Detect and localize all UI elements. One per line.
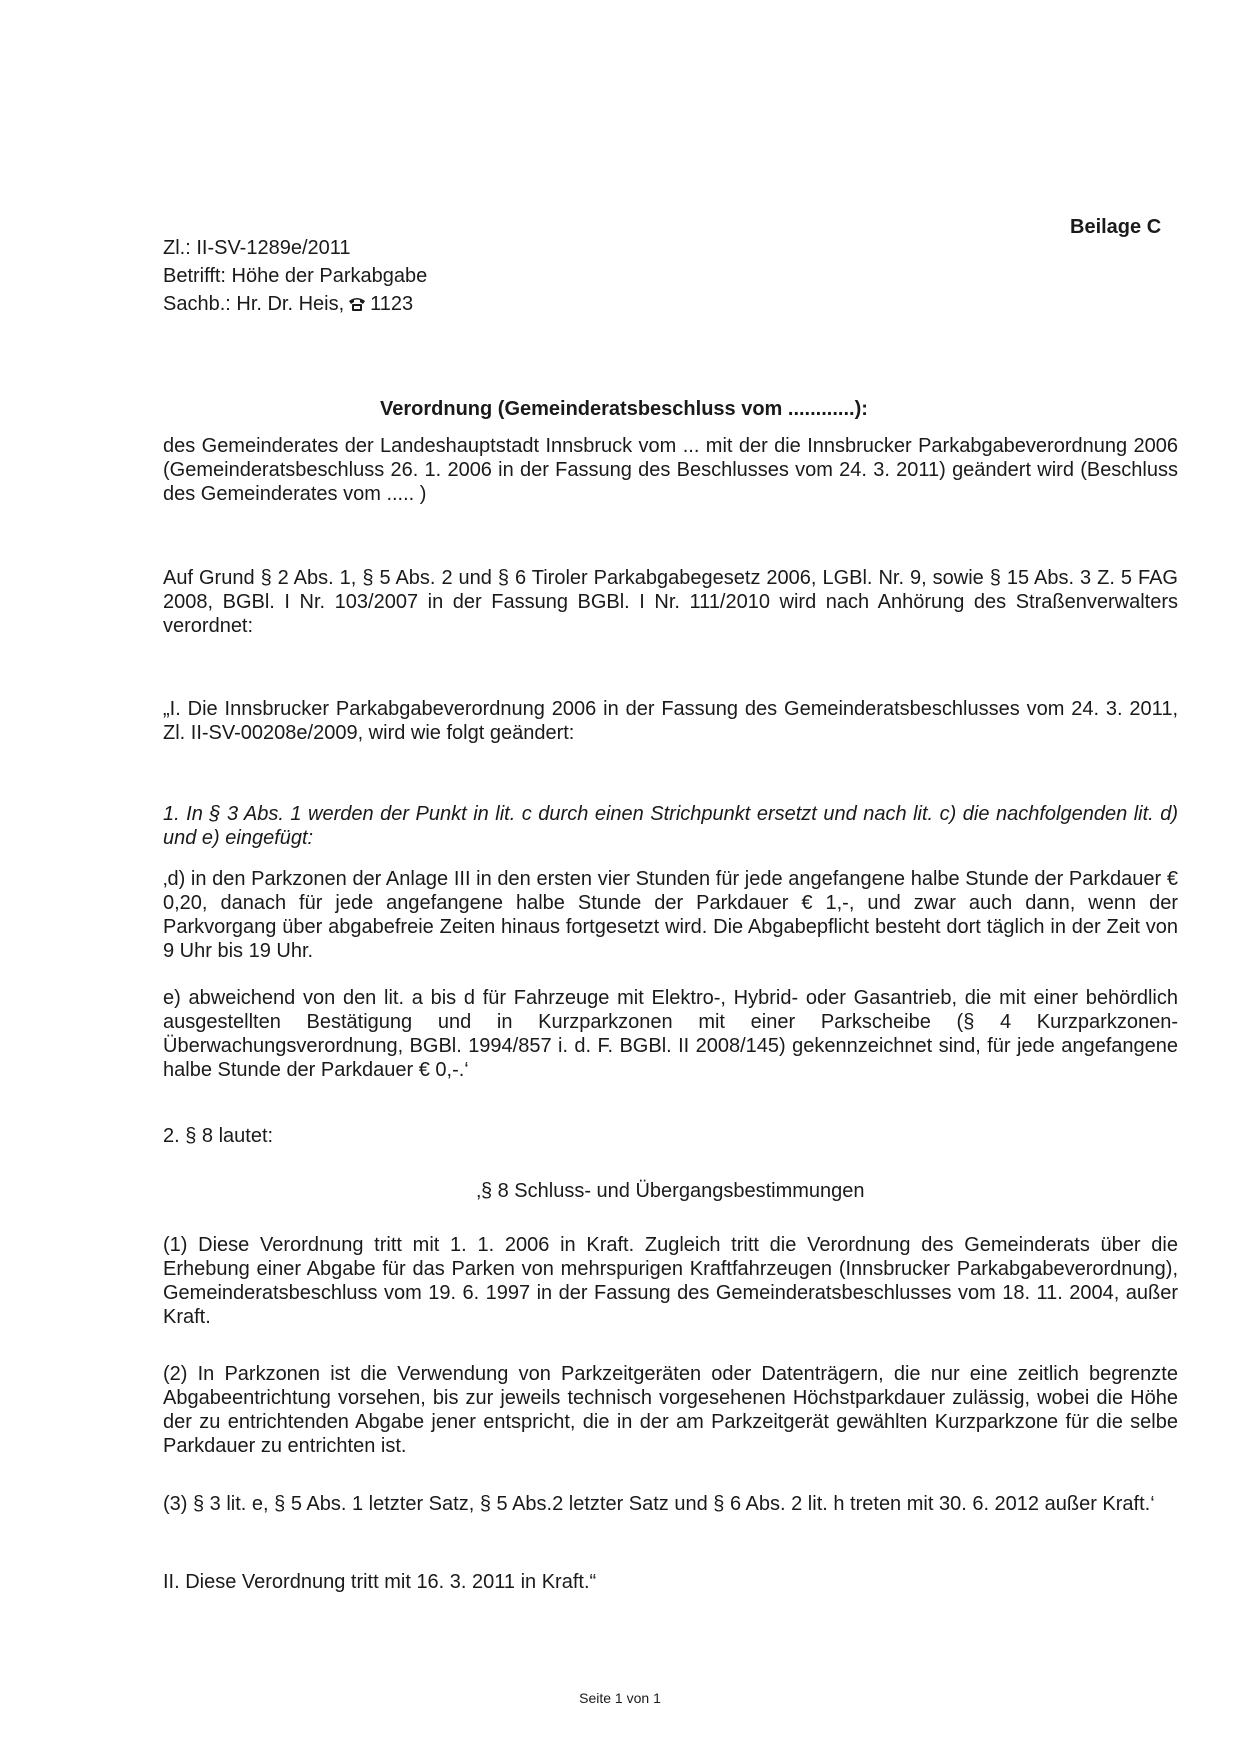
item-1-lit-d: ‚d) in den Parkzonen der Anlage III in den ersten vier Stunden für jede angefangene halbe Stunde der Parkdauer € 0,20, danach für jede angefangene halbe Stunde der Parkdauer € 1,-, und zwar auch dann, wenn der Parkvorgang über abgabefreie Zeiten hinaus fortgesetzt wird. Die Abgabepflicht besteht dort täglich in der Zeit von 9 Uhr bis 19 Uhr. <box>163 868 1178 962</box>
page-title: Verordnung (Gemeinderatsbeschluss vom ............): <box>380 398 868 420</box>
item-1-intro: 1. In § 3 Abs. 1 werden der Punkt in lit. c durch einen Strichpunkt ersetzt und nach lit. c) die nachfolgenden lit. d) und e) eingefügt: <box>163 803 1178 849</box>
item-2: 2. § 8 lautet: <box>163 1125 274 1147</box>
intro-paragraph: des Gemeinderates der Landeshauptstadt Innsbruck vom ... mit der die Innsbrucker Parkabgabeverordnung 2006 (Gemeinderatsbeschluss 26. 1. 2006 in der Fassung des Beschlusses vom 24. 3. 2011) geändert wird (Beschluss des Gemeinderates vom ..... ) <box>163 435 1178 505</box>
clerk-line <box>163 290 427 318</box>
item-1-lit-e: e) abweichend von den lit. a bis d für Fahrzeuge mit Elektro-, Hybrid- oder Gasantrieb, die mit einer behördlich ausgestellten Bestätigung und in Kurzparkzonen mit einer Parkscheibe (§ 4 Kurzparkzonen-Überwachungsverordnung, BGBl. 1994/857 i. d. F. BGBl. II 2008/145) gekennzeichnet sind, für jede angefangene halbe Stunde der Parkdauer € 0,-.‘ <box>163 987 1178 1081</box>
telephone-icon <box>348 292 366 308</box>
paragraph-2: (2) In Parkzonen ist die Verwendung von Parkzeitgeräten oder Datenträgern, die nur eine zeitlich begrenzte Abgabeentrichtung vorsehen, bis zur jeweils technisch vorgesehenen Höchstparkdauer zulässig, wobei die Höhe der zu entrichtenden Abgabe jener entspricht, die in der am Parkzeitgerät gewählten Kurzparkzone für die selbe Parkdauer zu entrichten ist. <box>163 1363 1178 1457</box>
section-8-title: ‚§ 8 Schluss- und Übergangsbestimmungen <box>476 1180 865 1202</box>
subject-line: Betrifft: Höhe der Parkabgabe <box>163 265 428 287</box>
reference-number: Zl.: II-SV-1289e/2011 <box>163 237 351 259</box>
clerk-label: Sachb.: Hr. Dr. Heis, <box>163 293 345 315</box>
document-header <box>163 234 427 318</box>
section-i-paragraph: „I. Die Innsbrucker Parkabgabeverordnung 2006 in der Fassung des Gemeinderatsbeschlusses vom 24. 3. 2011, Zl. II-SV-00208e/2009, wird wie folgt geändert: <box>163 698 1178 744</box>
paragraph-1: (1) Diese Verordnung tritt mit 1. 1. 2006 in Kraft. Zugleich tritt die Verordnung des Gemeinderats über die Erhebung einer Abgabe für das Parken von mehrspurigen Kraftfahrzeugen (Innsbrucker Parkabgabeverordnung), Gemeinderatsbeschluss vom 19. 6. 1997 in der Fassung des Gemeinderatsbeschlusses vom 18. 11. 2004, außer Kraft. <box>163 1234 1178 1328</box>
attachment-label: Beilage C <box>1070 216 1162 238</box>
section-ii-paragraph: II. Diese Verordnung tritt mit 16. 3. 2011 in Kraft.“ <box>163 1571 597 1593</box>
paragraph-3: (3) § 3 lit. e, § 5 Abs. 1 letzter Satz, § 5 Abs.2 letzter Satz und § 6 Abs. 2 lit. h treten mit 30. 6. 2012 außer Kraft.‘ <box>163 1493 1155 1515</box>
phone-extension: 1123 <box>370 293 414 315</box>
page-footer: Seite 1 von 1 <box>579 1690 661 1706</box>
legal-basis-paragraph: Auf Grund § 2 Abs. 1, § 5 Abs. 2 und § 6 Tiroler Parkabgabegesetz 2006, LGBl. Nr. 9, sowie § 15 Abs. 3 Z. 5 FAG 2008, BGBl. I Nr. 103/2007 in der Fassung BGBl. I Nr. 111/2010 wird nach Anhörung des Straßenverwalters verordnet: <box>163 567 1178 637</box>
